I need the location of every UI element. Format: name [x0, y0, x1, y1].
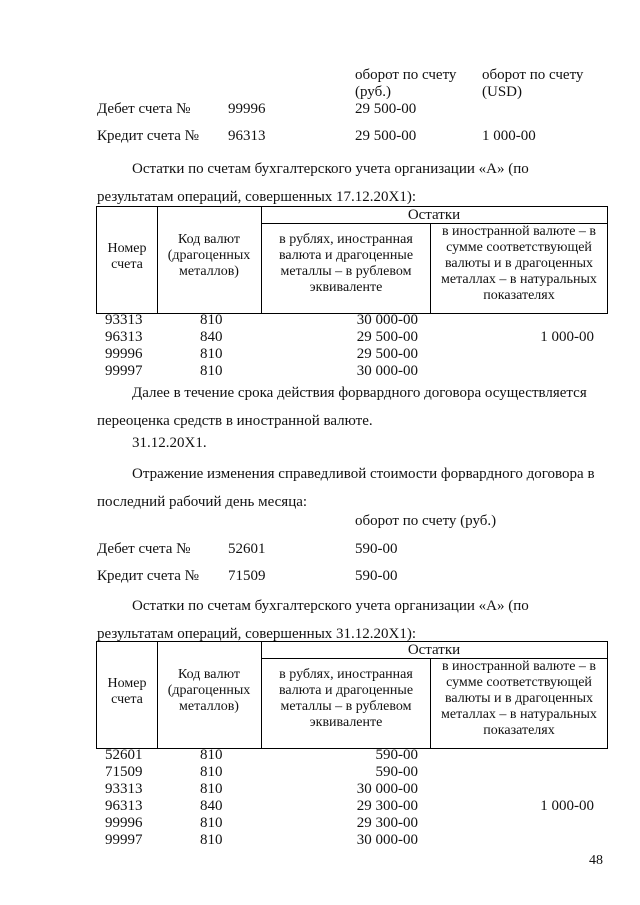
entry2-credit-account: 71509 — [228, 568, 266, 584]
entry1-debit-account: 99996 — [228, 101, 266, 117]
table2-col-code: Код валют (драгоценных металлов) — [167, 667, 251, 714]
entry1-credit-account: 96313 — [228, 128, 266, 144]
row-code: 810 — [200, 312, 223, 328]
row-account: 96313 — [105, 798, 143, 814]
row-account: 52601 — [105, 747, 143, 763]
row-account: 71509 — [105, 764, 143, 780]
row-rub: 29 300-00 — [356, 815, 418, 831]
row-code: 840 — [200, 329, 223, 345]
table-row — [96, 747, 606, 764]
row-code: 810 — [200, 346, 223, 362]
row-rub: 590-00 — [375, 747, 418, 763]
row-code: 810 — [200, 764, 223, 780]
entry1-credit-rub: 29 500-00 — [355, 128, 417, 144]
table1-col-rub: в рублях, иностранная валюта и драгоценные металлы – в рублевом эквиваленте — [278, 232, 414, 295]
entry1-usd-header-line1: оборот по счету — [482, 67, 584, 83]
entry1-usd-header-line2: (USD) — [482, 84, 522, 100]
row-account: 99997 — [105, 832, 143, 848]
table-row — [96, 798, 606, 815]
table-row — [96, 781, 606, 798]
balances-intro-paragraph-1: Остатки по счетам бухгалтерского учета организации «А» (по результатам операций, совершенных 17.12.20X1): — [97, 161, 529, 205]
fair-value-paragraph: Отражение изменения справедливой стоимости форвардного договора в последний рабочий день месяца: — [97, 466, 595, 510]
row-code: 810 — [200, 747, 223, 763]
revaluation-paragraph: Далее в течение срока действия форвардного договора осуществляется переоценка средств в иностранной валюте. — [97, 385, 587, 429]
row-account: 93313 — [105, 312, 143, 328]
table1-col-account: Номер счета — [107, 241, 147, 272]
entry2-rub-header: оборот по счету (руб.) — [355, 513, 497, 529]
entry2-credit-label: Кредит счета № — [97, 568, 199, 584]
row-rub: 30 000-00 — [356, 363, 418, 379]
entry2-debit-label: Дебет счета № — [97, 541, 191, 557]
table2-col-fx: в иностранной валюте – в сумме соответствующей валюты и в драгоценных металлах – в натуральных показателях — [441, 659, 597, 738]
row-code: 810 — [200, 363, 223, 379]
table-row — [96, 832, 606, 849]
row-fx: 1 000-00 — [540, 798, 594, 814]
table-row — [96, 764, 606, 781]
row-rub: 29 300-00 — [356, 798, 418, 814]
balances-table-2-rows — [96, 747, 606, 849]
entry1-rub-header-line2: (руб.) — [355, 84, 391, 100]
table1-col-code: Код валют (драгоценных металлов) — [167, 232, 251, 279]
page-number: 48 — [589, 853, 603, 868]
entry1-debit-label: Дебет счета № — [97, 101, 191, 117]
entry1-rub-header-line1: оборот по счету — [355, 67, 457, 83]
table1-col-fx: в иностранной валюте – в сумме соответствующей валюты и в драгоценных металлах – в натуральных показателях — [441, 224, 597, 303]
entry2-credit-rub: 590-00 — [355, 568, 398, 584]
date-line: 31.12.20X1. — [132, 435, 207, 451]
row-code: 810 — [200, 781, 223, 797]
row-rub: 30 000-00 — [356, 832, 418, 848]
balances-table-1-header — [96, 206, 608, 314]
balances-intro-paragraph-2: Остатки по счетам бухгалтерского учета организации «А» (по результатам операций, совершенных 31.12.20X1): — [97, 598, 529, 642]
row-account: 96313 — [105, 329, 143, 345]
row-rub: 30 000-00 — [356, 312, 418, 328]
table2-col-account: Номер счета — [107, 676, 147, 707]
table-row — [96, 329, 606, 346]
row-rub: 29 500-00 — [356, 329, 418, 345]
entry2-debit-account: 52601 — [228, 541, 266, 557]
balances-table-2-header — [96, 641, 608, 749]
row-account: 99996 — [105, 815, 143, 831]
row-fx: 1 000-00 — [540, 329, 594, 345]
row-rub: 30 000-00 — [356, 781, 418, 797]
row-code: 810 — [200, 815, 223, 831]
entry1-credit-usd: 1 000-00 — [482, 128, 536, 144]
entry2-debit-rub: 590-00 — [355, 541, 398, 557]
row-account: 99997 — [105, 363, 143, 379]
row-code: 840 — [200, 798, 223, 814]
row-account: 93313 — [105, 781, 143, 797]
balances-table-1-rows — [96, 312, 606, 380]
entry1-debit-rub: 29 500-00 — [355, 101, 417, 117]
row-code: 810 — [200, 832, 223, 848]
row-rub: 590-00 — [375, 764, 418, 780]
table2-group-header: Остатки — [407, 642, 461, 658]
row-rub: 29 500-00 — [356, 346, 418, 362]
table-row — [96, 346, 606, 363]
table-row — [96, 363, 606, 380]
table2-col-rub: в рублях, иностранная валюта и драгоценные металлы – в рублевом эквиваленте — [278, 667, 414, 730]
row-account: 99996 — [105, 346, 143, 362]
table-row — [96, 815, 606, 832]
table-row — [96, 312, 606, 329]
entry1-credit-label: Кредит счета № — [97, 128, 199, 144]
table1-group-header: Остатки — [407, 207, 461, 223]
